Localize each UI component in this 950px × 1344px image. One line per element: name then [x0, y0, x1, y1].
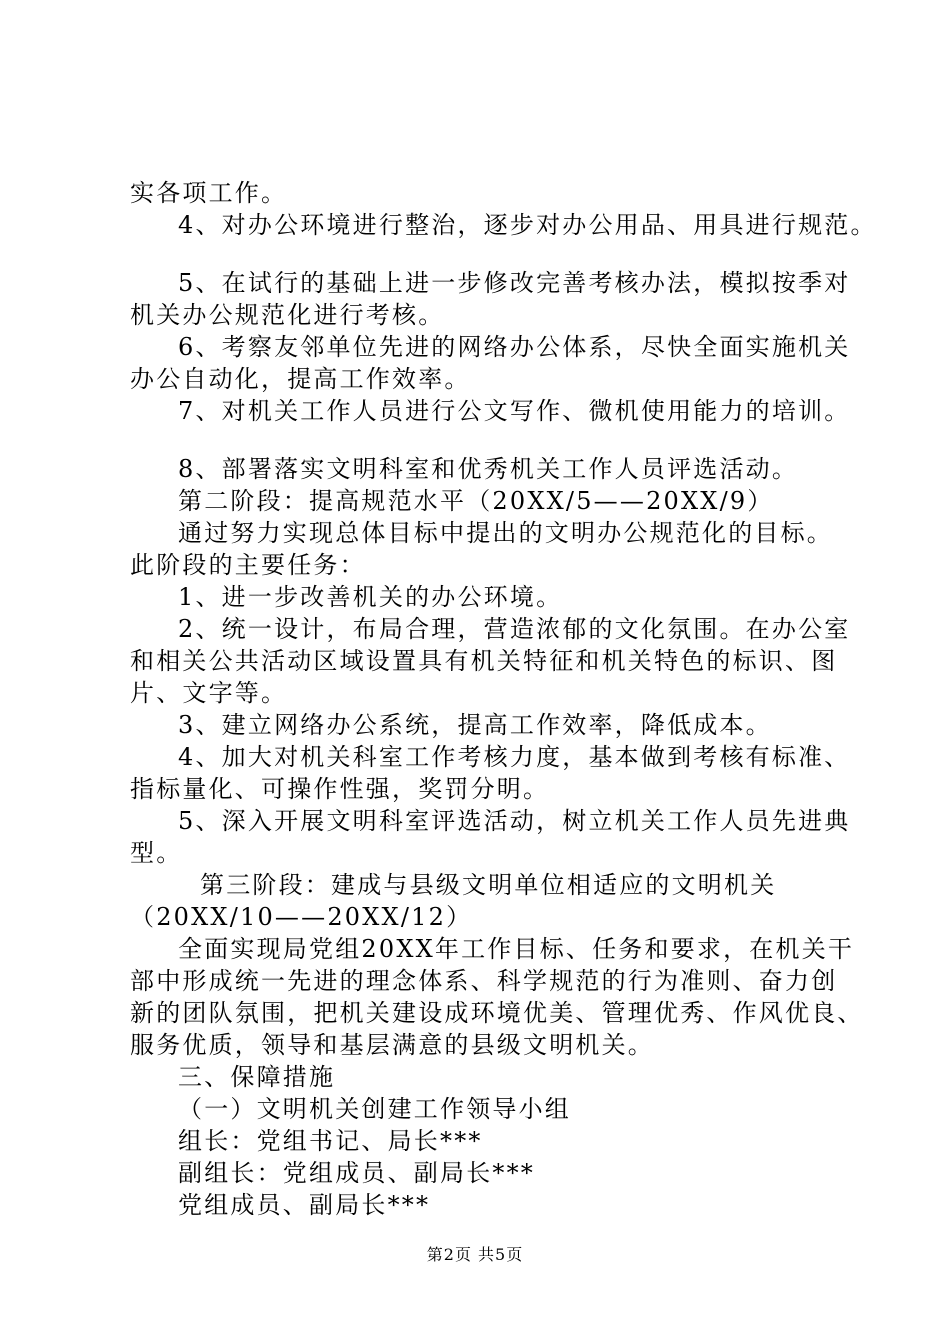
text-line: 4、对办公环境进行整治，逐步对办公用品、用具进行规范。	[178, 211, 877, 239]
section-heading-stage-two: 第二阶段：提高规范水平（20XX/5——20XX/9）	[178, 487, 774, 515]
text-line: 和相关公共活动区域设置具有机关特征和机关特色的标识、图	[130, 647, 838, 675]
text-line: 指标量化、可操作性强，奖罚分明。	[130, 775, 550, 803]
text-line: 3、建立网络办公系统，提高工作效率，降低成本。	[178, 711, 772, 739]
text-line: 机关办公规范化进行考核。	[130, 301, 445, 329]
section-heading-stage-three: 第三阶段：建成与县级文明单位相适应的文明机关	[200, 871, 777, 899]
section-heading-safeguards: 三、保障措施	[178, 1063, 336, 1091]
text-line: 服务优质，领导和基层满意的县级文明机关。	[130, 1031, 654, 1059]
subsection-heading: （一）文明机关创建工作领导小组	[178, 1095, 571, 1123]
page-number: 第2页 共5页	[426, 1245, 524, 1264]
text-line: 组长：党组书记、局长***	[178, 1127, 483, 1155]
text-line: （20XX/10——20XX/12）	[130, 903, 473, 931]
text-line: 5、深入开展文明科室评选活动，树立机关工作人员先进典	[178, 807, 851, 835]
text-line: 5、在试行的基础上进一步修改完善考核办法，模拟按季对	[178, 269, 851, 297]
text-line: 型。	[130, 839, 183, 867]
text-line: 通过努力实现总体目标中提出的文明办公规范化的目标。	[178, 519, 833, 547]
text-line: 党组成员、副局长***	[178, 1191, 431, 1219]
text-line: 办公自动化，提高工作效率。	[130, 365, 471, 393]
text-line: 8、部署落实文明科室和优秀机关工作人员评选活动。	[178, 455, 799, 483]
text-line: 此阶段的主要任务：	[130, 551, 366, 579]
text-line: 片、文字等。	[130, 679, 288, 707]
text-line: 副组长：党组成员、副局长***	[178, 1159, 535, 1187]
text-line: 6、考察友邻单位先进的网络办公体系，尽快全面实施机关	[178, 333, 851, 361]
text-line: 2、统一设计，布局合理，营造浓郁的文化氛围。在办公室	[178, 615, 851, 643]
text-line: 4、加大对机关科室工作考核力度，基本做到考核有标准、	[178, 743, 851, 771]
text-line: 实各项工作。	[130, 179, 288, 207]
text-line: 部中形成统一先进的理念体系、科学规范的行为准则、奋力创	[130, 967, 838, 995]
text-line: 7、对机关工作人员进行公文写作、微机使用能力的培训。	[178, 397, 851, 425]
text-line: 1、进一步改善机关的办公环境。	[178, 583, 563, 611]
text-line: 新的团队氛围，把机关建设成环境优美、管理优秀、作风优良、	[130, 999, 864, 1027]
text-line: 全面实现局党组20XX年工作目标、任务和要求，在机关干	[178, 935, 855, 963]
